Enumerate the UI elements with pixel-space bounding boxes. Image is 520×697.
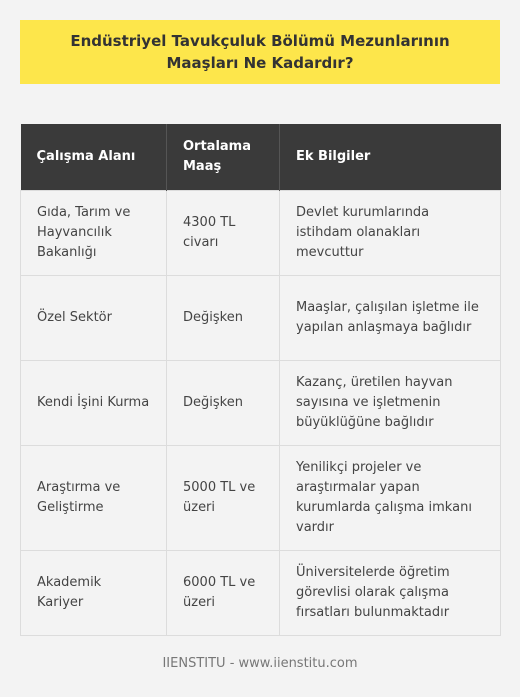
- table-row: [21, 550, 501, 635]
- cell-average-salary: 4300 TL civarı: [167, 190, 280, 275]
- column-header-work-area: Çalışma Alanı: [21, 124, 167, 190]
- footer-credit: IIENSTITU - www.iienstitu.com: [162, 656, 358, 671]
- cell-additional-info: Yenilikçi projeler ve araştırmalar yapan kurumlarda çalışma imkanı vardır: [280, 445, 501, 550]
- title-banner: [20, 20, 500, 84]
- cell-average-salary: 6000 TL ve üzeri: [167, 550, 280, 635]
- table-row: [21, 360, 501, 445]
- cell-additional-info: Kazanç, üretilen hayvan sayısına ve işletmenin büyüklüğüne bağlıdır: [280, 360, 501, 445]
- cell-additional-info: Üniversitelerde öğretim görevlisi olarak çalışma fırsatları bulunmaktadır: [280, 550, 501, 635]
- column-header-average-salary: Ortalama Maaş: [167, 124, 280, 190]
- cell-average-salary: Değişken: [167, 275, 280, 360]
- page-title: Endüstriyel Tavukçuluk Bölümü Mezunlarının Maaşları Ne Kadardır?: [70, 32, 450, 72]
- salary-table: [20, 124, 501, 636]
- table-header-row: [21, 124, 501, 190]
- cell-work-area: Kendi İşini Kurma: [21, 360, 167, 445]
- cell-work-area: Akademik Kariyer: [21, 550, 167, 635]
- table-row: [21, 190, 501, 275]
- cell-additional-info: Maaşlar, çalışılan işletme ile yapılan anlaşmaya bağlıdır: [280, 275, 501, 360]
- table-row: [21, 275, 501, 360]
- cell-work-area: Gıda, Tarım ve Hayvancılık Bakanlığı: [21, 190, 167, 275]
- cell-average-salary: 5000 TL ve üzeri: [167, 445, 280, 550]
- table-row: [21, 445, 501, 550]
- cell-additional-info: Devlet kurumlarında istihdam olanakları mevcuttur: [280, 190, 501, 275]
- cell-work-area: Araştırma ve Geliştirme: [21, 445, 167, 550]
- cell-work-area: Özel Sektör: [21, 275, 167, 360]
- cell-average-salary: Değişken: [167, 360, 280, 445]
- column-header-additional-info: Ek Bilgiler: [280, 124, 501, 190]
